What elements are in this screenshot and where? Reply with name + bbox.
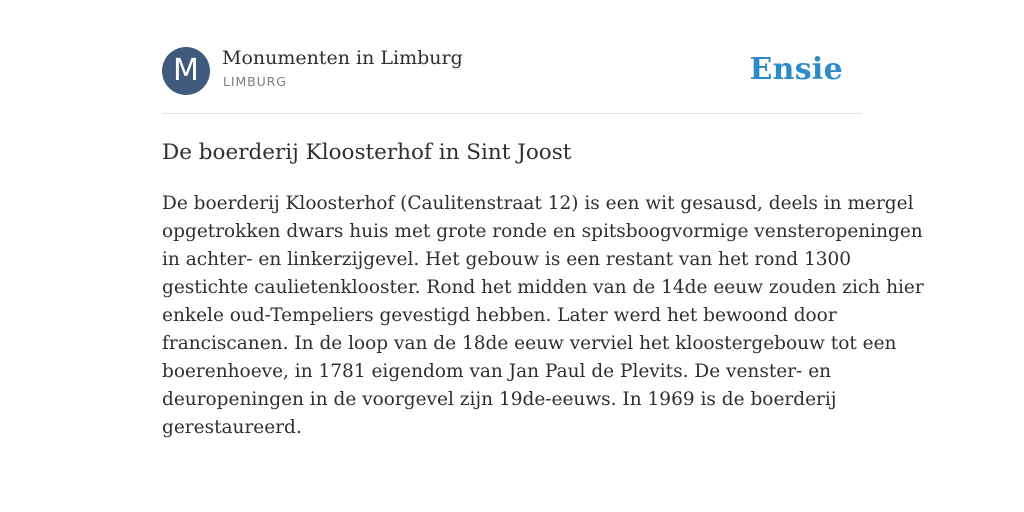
collection-subtitle: LIMBURG	[223, 74, 287, 89]
article-body-line: deuropeningen in de voorgevel zijn 19de-eeuws. In 1969 is de boerderij	[162, 389, 837, 410]
article-body-line: in achter- en linkerzijgevel. Het gebouw is een restant van het rond 1300	[162, 249, 852, 270]
article-body-line: gestichte caulietenklooster. Rond het midden van de 14de eeuw zouden zich hier	[162, 277, 924, 298]
article-body-line: boerenhoeve, in 1781 eigendom van Jan Paul de Plevits. De venster- en	[162, 361, 832, 382]
article-body-line: opgetrokken dwars huis met grote ronde en spitsboogvormige vensteropeningen	[162, 221, 923, 242]
article-body-line: franciscanen. In de loop van de 18de eeuw verviel het kloostergebouw tot een	[162, 333, 897, 354]
header	[162, 46, 862, 96]
article-body-line: gerestaureerd.	[162, 417, 302, 438]
article-body-line: De boerderij Kloosterhof (Caulitenstraat 12) is een wit gesausd, deels in mergel	[162, 193, 914, 214]
article-title: De boerderij Kloosterhof in Sint Joost	[162, 140, 572, 165]
article-body-line: enkele oud-Tempeliers gevestigd hebben. Later werd het bewoond door	[162, 305, 837, 326]
article-body	[162, 190, 924, 442]
avatar[interactable]: M	[162, 47, 210, 95]
collection-title[interactable]: Monumenten in Limburg	[222, 47, 463, 69]
divider	[162, 113, 862, 114]
ensie-logo[interactable]: Ensie	[749, 52, 843, 87]
